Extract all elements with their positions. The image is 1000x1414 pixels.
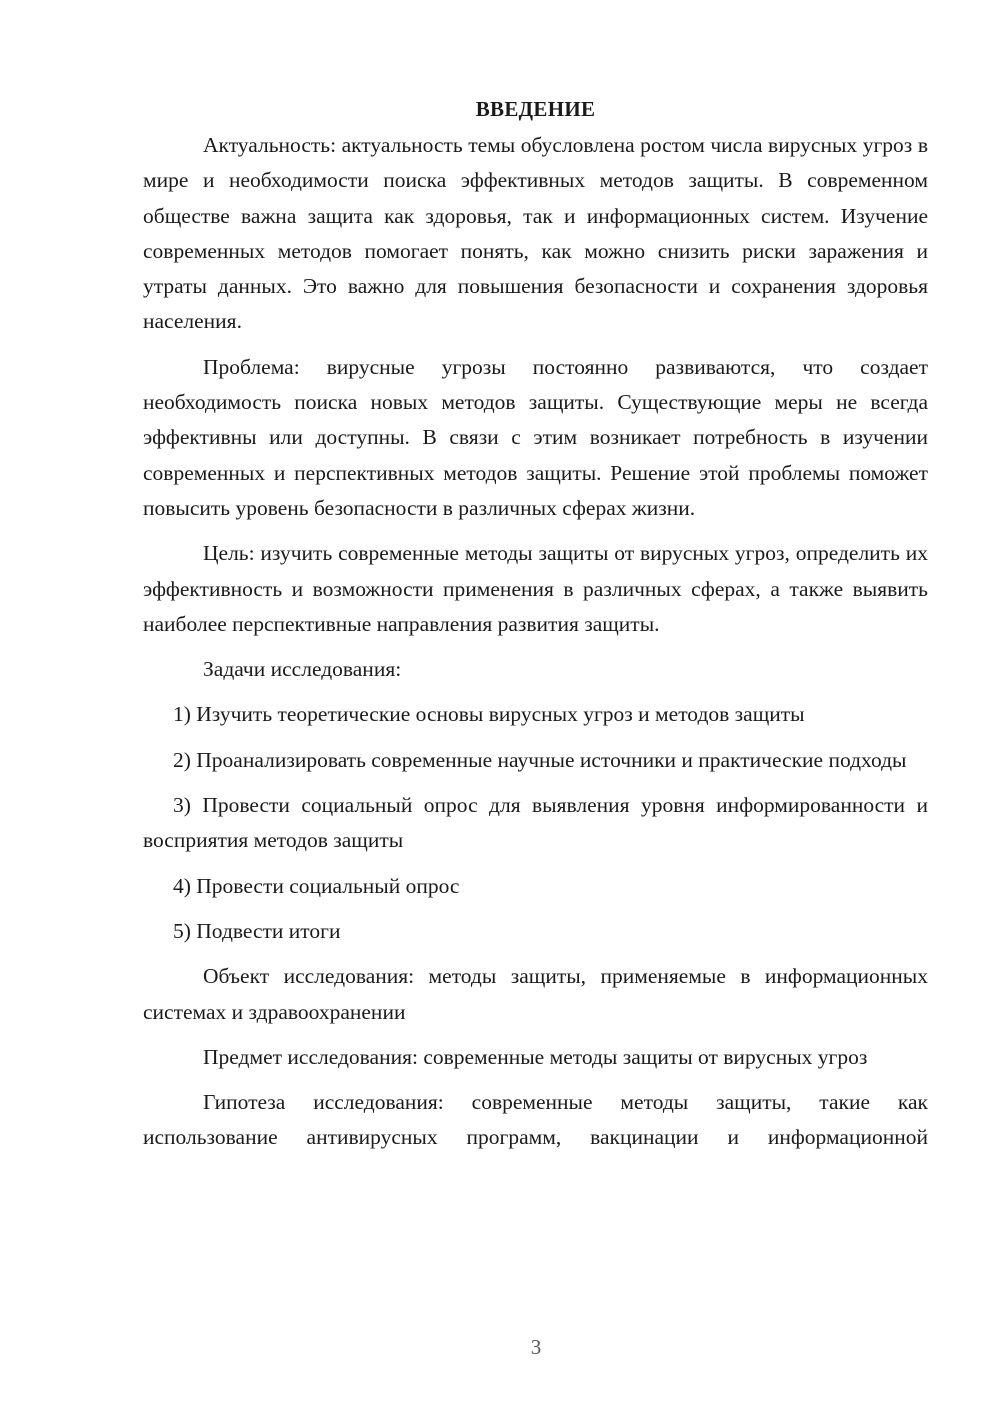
document-page <box>143 92 928 1166</box>
paragraph-goal: Цель: изучить современные методы защиты от вирусных угроз, определить их эффективность и возможности применения в различных сферах, а также выявить наиболее перспективные направления развития защиты. <box>143 541 928 636</box>
paragraph-object: Объект исследования: методы защиты, применяемые в информационных системах и здравоохранении <box>143 964 928 1024</box>
document-heading: ВВЕДЕНИЕ <box>475 97 596 121</box>
task-item-1: 1) Изучить теоретические основы вирусных угроз и методов защиты <box>173 702 805 727</box>
task-item-4: 4) Провести социальный опрос <box>173 873 460 898</box>
paragraph-relevance: Актуальность: актуальность темы обусловлена ростом числа вирусных угроз в мире и необходимости поиска эффективных методов защиты. В современном обществе важна защита как здоровья, так и информационных систем. Изучение современных методов помогает понять, как можно снизить риски заражения и утраты данных. Это важно для повышения безопасности и сохранения здоровья населения. <box>143 133 928 334</box>
task-item-2: 2) Проанализировать современные научные источники и практические подходы <box>173 747 907 772</box>
page-number: 3 <box>530 1335 542 1359</box>
paragraph-problem: Проблема: вирусные угрозы постоянно развиваются, что создает необходимость поиска новых методов защиты. Существующие меры не всегда эффективны или доступны. В связи с этим возникает потребность в изучении современных и перспективных методов защиты. Решение этой проблемы поможет повысить уровень безопасности в различных сферах жизни. <box>143 354 928 520</box>
tasks-heading: Задачи исследования: <box>203 657 402 682</box>
task-item-5: 5) Подвести итоги <box>173 918 341 943</box>
paragraph-subject: Предмет исследования: современные методы защиты от вирусных угроз <box>203 1044 868 1069</box>
task-item-3: 3) Провести социальный опрос для выявления уровня информированности и восприятия методов защиты <box>143 793 928 853</box>
paragraph-hypothesis: Гипотеза исследования: современные методы защиты, такие как использование антивирусных программ, вакцинации и информационной <box>143 1090 928 1150</box>
